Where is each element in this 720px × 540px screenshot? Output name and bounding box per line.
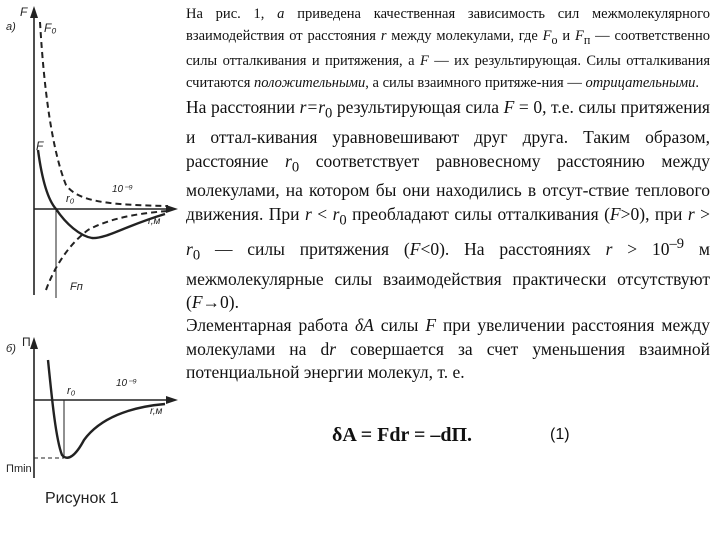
label-exp-bottom: 10⁻⁹ xyxy=(116,378,137,389)
label-Pi-axis: Π xyxy=(22,335,31,349)
label-exp-top: 10⁻⁹ xyxy=(112,184,133,195)
paragraph-1: На рис. 1, а приведена качественная зависимость сил межмолекулярного взаимодействия от расстояния r между молекулами, где $F_о$ и $F_п$ — соответственно силы отталкивания и притяжения, а F — их результирующая. Силы отталкивания считаются положительными, а силы взаимного притяже-ния — отрицательными. xyxy=(186,6,711,91)
body-text xyxy=(186,4,711,383)
label-r0-top: r₀ xyxy=(66,193,75,205)
paragraph-3: Элементарная работа δA силы F при увеличении расстояния между молекулами на dr совершается за счет уменьшения взаимной потенциальной энергии молекул, т. е. xyxy=(186,315,710,383)
equation-number: (1) xyxy=(550,426,570,443)
plot-potential xyxy=(6,335,178,478)
formula: δA = Fdr = –dΠ. xyxy=(332,424,473,446)
figure-caption: Рисунок 1 xyxy=(45,490,119,507)
label-r-axis-top: r,м xyxy=(148,216,161,227)
label-panel-b: б) xyxy=(6,343,16,355)
figure-plots xyxy=(0,0,185,540)
curve-F xyxy=(38,150,165,238)
label-F: F xyxy=(36,139,44,153)
label-F-axis: F xyxy=(20,5,28,19)
label-r0-bottom: r₀ xyxy=(67,385,76,397)
paragraph-2: На расстоянии $r=r_0$ результирующая сила F = 0, т.е. силы притяжения и оттал-кивания уравновешивают друг друга. Таким образом, расстояние $r_0$ соответствует равновесному расстоянию между молекулами, на котором бы они находились в отсут-ствие теплового движения. При $r < r_0$ преобладают силы отталкивания (F>0), при $r > r_0$ — силы притяжения (F<0). На расстояниях $r > 10^{-9}$ м межмолекулярные силы взаимодействия практически отсутствуют (F→0). xyxy=(186,97,711,312)
curve-Pi xyxy=(48,360,165,458)
label-Pimin: Πmin xyxy=(6,463,32,475)
label-panel-a: а) xyxy=(6,21,16,33)
plot-forces xyxy=(6,5,178,298)
label-r-axis-bottom: r,м xyxy=(150,406,163,417)
curve-F0 xyxy=(40,22,168,206)
figure-1 xyxy=(0,0,185,540)
label-F0: F₀ xyxy=(44,21,57,35)
formula-row xyxy=(186,426,710,450)
label-Fp: Fп xyxy=(70,281,83,293)
